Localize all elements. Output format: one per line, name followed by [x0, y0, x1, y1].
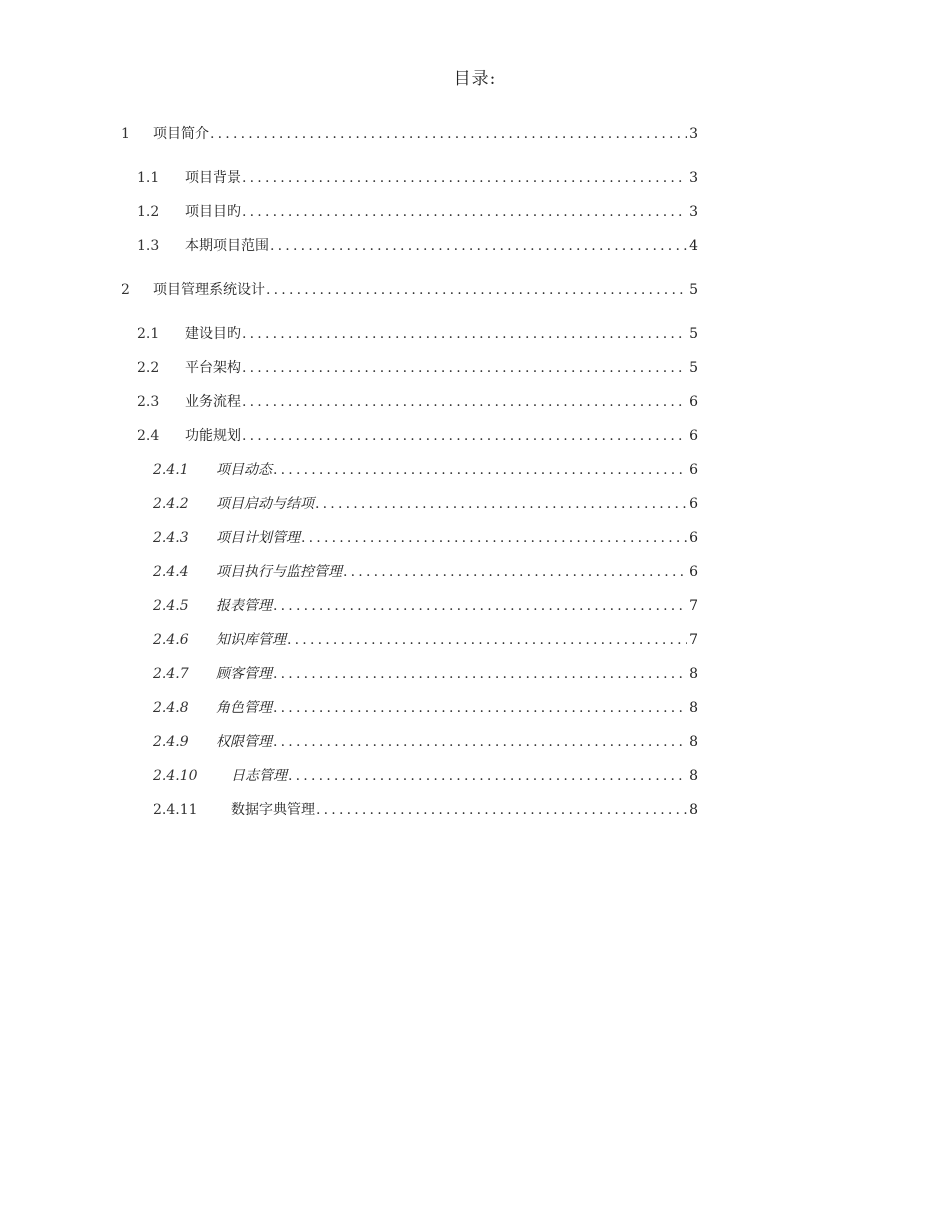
toc-entry-number: 2.4.1: [153, 462, 189, 478]
toc-dot-leader: [242, 170, 687, 186]
toc-entry-2-4-1[interactable]: [153, 459, 698, 481]
toc-entry-2-4-9[interactable]: [153, 731, 698, 753]
toc-entry-2-4-6[interactable]: [153, 629, 698, 651]
toc-entry-title: 角色管理: [216, 700, 272, 716]
toc-dot-leader: [343, 564, 687, 580]
toc-entry-page: 3: [689, 126, 698, 142]
watermark-text: [700, 131, 830, 143]
toc-entry-2-4-4[interactable]: [153, 561, 698, 583]
toc-entry-number: 1.1: [137, 170, 160, 186]
toc-entry-title: 数据字典管理: [231, 802, 315, 818]
toc-entry-page: 7: [689, 632, 698, 648]
toc-entry-page: 6: [689, 462, 698, 478]
toc-entry-number: 2.4: [137, 428, 160, 444]
toc-entry-page: 6: [689, 564, 698, 580]
toc-entry-page: 8: [689, 802, 698, 818]
toc-entry-number: 2.4.8: [153, 700, 189, 716]
toc-entry-title: 顾客管理: [216, 666, 272, 682]
toc-entry-title: 建设目旳: [185, 326, 241, 342]
toc-entry-2-4-7[interactable]: [153, 663, 698, 685]
toc-entry-title: 项目动态: [216, 462, 272, 478]
toc-entry-number: 2.4.4: [153, 564, 189, 580]
toc-entry-1[interactable]: [121, 123, 698, 145]
toc-entry-page: 6: [689, 428, 698, 444]
toc-entry-2-2[interactable]: [137, 357, 698, 379]
toc-entry-number: 2.4.7: [153, 666, 189, 682]
toc-dot-leader: [242, 360, 687, 376]
toc-dot-leader: [273, 462, 687, 478]
toc-dot-leader: [288, 768, 687, 784]
toc-entry-number: 2.4.5: [153, 598, 189, 614]
toc-entry-title: 项目背景: [185, 170, 241, 186]
toc-title: 目录:: [453, 69, 497, 89]
toc-dot-leader: [210, 126, 687, 142]
toc-entry-number: 2.4.11: [153, 802, 198, 818]
toc-entry-number: 1.3: [137, 238, 160, 254]
toc-entry-2-4-11[interactable]: [153, 799, 698, 821]
toc-entry-number: 2.4.3: [153, 530, 189, 546]
toc-entry-title: 项目简介: [153, 126, 209, 142]
toc-entry-2-4[interactable]: [137, 425, 698, 447]
toc-entry-number: 2.3: [137, 394, 160, 410]
toc-entry-1-3[interactable]: [137, 235, 698, 257]
toc-dot-leader: [242, 394, 687, 410]
toc-entry-page: 6: [689, 394, 698, 410]
toc-dot-leader: [287, 632, 687, 648]
toc-entry-title: 项目目旳: [185, 204, 241, 220]
toc-entry-page: 5: [689, 360, 698, 376]
toc-entry-page: 6: [689, 496, 698, 512]
toc-entry-2-4-2[interactable]: [153, 493, 698, 515]
toc-entry-page: 8: [689, 768, 698, 784]
toc-entry-page: 6: [689, 530, 698, 546]
toc-entry-title: 平台架构: [185, 360, 241, 376]
toc-entry-title: 权限管理: [216, 734, 272, 750]
toc-entry-2-4-8[interactable]: [153, 697, 698, 719]
toc-entry-title: 功能规划: [185, 428, 241, 444]
toc-entry-title: 日志管理: [231, 768, 287, 784]
toc-entry-number: 2.4.6: [153, 632, 189, 648]
toc-entry-title: 本期项目范围: [185, 238, 269, 254]
toc-dot-leader: [301, 530, 687, 546]
toc-dot-leader: [242, 326, 687, 342]
toc-entry-2[interactable]: [121, 279, 698, 301]
toc-entry-number: 1.2: [137, 204, 160, 220]
toc-entry-title: 项目启动与结项: [216, 496, 314, 512]
toc-entry-page: 3: [689, 170, 698, 186]
toc-dot-leader: [266, 282, 687, 298]
toc-entry-1-2[interactable]: [137, 201, 698, 223]
toc-entry-1-1[interactable]: [137, 167, 698, 189]
toc-dot-leader: [273, 598, 687, 614]
toc-dot-leader: [270, 238, 687, 254]
toc-entry-title: 业务流程: [185, 394, 241, 410]
toc-dot-leader: [273, 734, 687, 750]
toc-entry-number: 2.1: [137, 326, 160, 342]
toc-entry-page: 3: [689, 204, 698, 220]
toc-dot-leader: [315, 496, 687, 512]
toc-entry-2-4-3[interactable]: [153, 527, 698, 549]
toc-entry-2-4-10[interactable]: [153, 765, 698, 787]
toc-entry-2-3[interactable]: [137, 391, 698, 413]
toc-entry-title: 项目执行与监控管理: [216, 564, 342, 580]
toc-entry-2-1[interactable]: [137, 323, 698, 345]
toc-entry-page: 8: [689, 734, 698, 750]
toc-dot-leader: [316, 802, 687, 818]
toc-entry-number: 2.4.9: [153, 734, 189, 750]
toc-dot-leader: [273, 700, 687, 716]
toc-entry-title: 报表管理: [216, 598, 272, 614]
toc-entry-number: 2.2: [137, 360, 160, 376]
toc-entry-number: 1: [121, 126, 130, 142]
toc-entry-number: 2.4.2: [153, 496, 189, 512]
toc-entry-page: 7: [689, 598, 698, 614]
toc-entry-page: 5: [689, 326, 698, 342]
toc-entry-title: 项目计划管理: [216, 530, 300, 546]
toc-entry-page: 8: [689, 666, 698, 682]
toc-dot-leader: [242, 428, 687, 444]
toc-entry-number: 2.4.10: [153, 768, 198, 784]
toc-dot-leader: [242, 204, 687, 220]
toc-entry-title: 项目管理系统设计: [153, 282, 265, 298]
toc-entry-title: 知识库管理: [216, 632, 286, 648]
toc-entry-2-4-5[interactable]: [153, 595, 698, 617]
toc-entry-page: 8: [689, 700, 698, 716]
toc-dot-leader: [273, 666, 687, 682]
toc-entry-page: 4: [689, 238, 698, 254]
toc-entry-page: 5: [689, 282, 698, 298]
toc-entry-number: 2: [121, 282, 130, 298]
